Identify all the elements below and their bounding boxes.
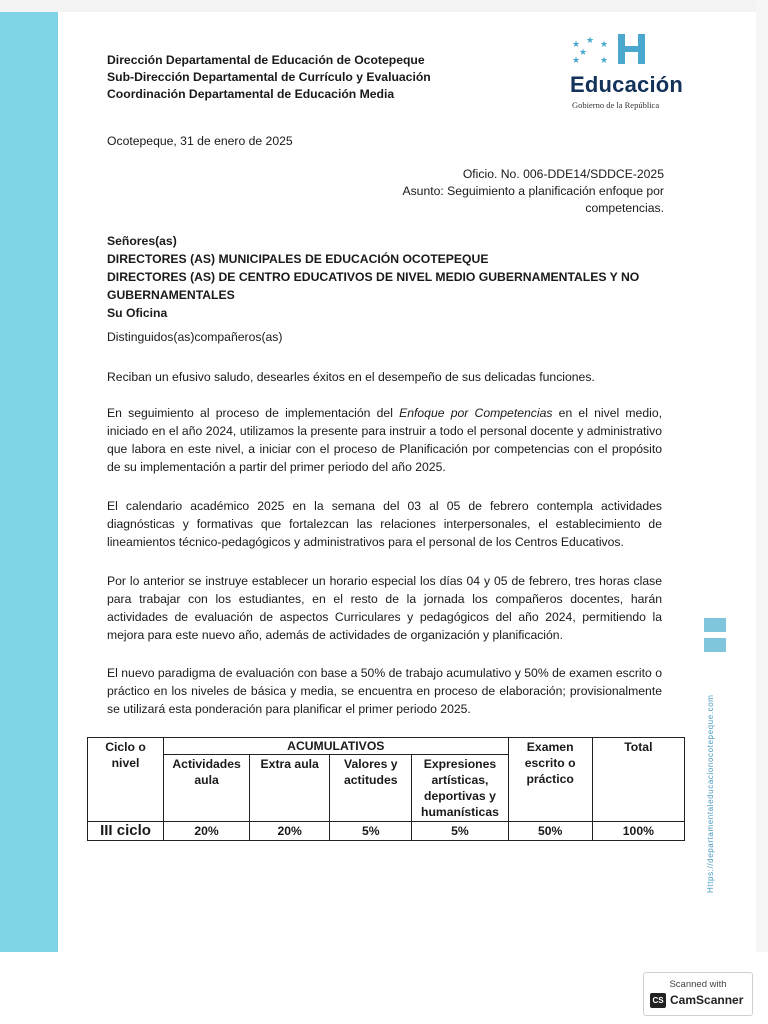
camscanner-watermark [643,972,753,1016]
educacion-logo [566,34,706,114]
letterhead-line-2: Sub-Dirección Departamental de Currículo y Evaluación [107,70,431,84]
camscanner-name: CamScanner [670,993,744,1007]
header-ciclo: Ciclo o nivel [88,738,164,822]
side-block-1 [704,618,726,632]
recipients [107,232,667,322]
logo-subtitle: Gobierno de la República [572,100,660,110]
cell-value: 100% [592,822,684,841]
paragraph-2 [107,404,662,476]
paragraph-2-emphasis: Enfoque por Competencias [399,406,553,420]
table-row [88,822,685,841]
header-examen: Examen escrito o práctico [508,738,592,822]
subheader-expresiones: Expresiones artísticas, deportivas y humanísticas [412,755,508,822]
cell-value: 5% [412,822,508,841]
letterhead [107,52,431,103]
paragraph-4: Por lo anterior se instruye establecer un horario especial los días 04 y 05 de febrero, tres horas clase para trabajar con los estudiantes, en el resto de la jornada los compañeros docentes, harán actividades de evaluación de aspectos Curriculares y pedagógicos del año 2024, permitiendo la mejora para este nuevo año, además de actividades de organización y planificación. [107,574,662,642]
subheader-valores: Valores y actitudes [330,755,412,822]
cell-value: 20% [164,822,250,841]
cell-value: 5% [330,822,412,841]
oficio-number: Oficio. No. 006-DDE14/SDDCE-2025 [462,167,664,181]
cell-value: 20% [250,822,330,841]
recipient-line-2: DIRECTORES (AS) DE CENTRO EDUCATIVOS DE NIVEL MEDIO GUBERNAMENTALES Y NO GUBERNAMENTALES [107,270,640,302]
h-letter-icon [618,34,652,64]
letterhead-line-1: Dirección Departamental de Educación de Ocotepeque [107,53,425,67]
left-color-bar [0,12,58,952]
header-acumulativos: ACUMULATIVOS [164,738,509,755]
oficio-block [344,166,664,217]
paragraph-3: El calendario académico 2025 en la semana del 03 al 05 de febrero contempla actividades diagnósticas y formativas que fortalezcan las relaciones interpersonales, el establecimiento de lineamientos técnico-pedagógicos y administrativos para el personal de los Centros Educativos. [107,499,662,549]
page-top-edge [0,0,768,12]
oficio-subject-cont: competencias. [585,201,664,215]
header-total: Total [592,738,684,822]
letterhead-line-3: Coordinación Departamental de Educación Media [107,87,395,101]
side-url: Https://departamentaleducacionocotepeque.com [706,694,715,893]
stars-icon: ★ ★ ★ ★ ★ ★ [572,35,609,65]
table-header-row [88,738,685,755]
paragraph-1: Reciban un efusivo saludo, desearles éxitos en el desempeño de sus delicadas funciones. [107,370,595,384]
recipient-line-1: DIRECTORES (AS) MUNICIPALES DE EDUCACIÓN OCOTEPEQUE [107,252,489,266]
side-block-2 [704,638,726,652]
scanned-with-label: Scanned with [669,979,727,990]
oficio-subject: Asunto: Seguimiento a planificación enfoque por [402,184,664,198]
logo-wordmark: Educación [570,72,684,97]
page-right-edge [756,0,768,960]
paragraph-2-a: En seguimiento al proceso de implementación del [107,406,400,420]
subheader-actividades: Actividades aula [164,755,250,822]
recipient-salutation: Señores(as) [107,234,177,248]
greeting: Distinguidos(as)compañeros(as) [107,330,283,344]
letter-date: Ocotepeque, 31 de enero de 2025 [107,134,293,148]
recipient-line-3: Su Oficina [107,306,168,320]
evaluation-weights-table [87,737,685,841]
paragraph-2-b: en el nivel medio, iniciado en el año 2024, utilizamos la presente para instruir a todo el personal docente y administrativo que labora en este nivel, a iniciar con el proceso de Planificación por competencias con el propósito de su implementación a partir del primer periodo del año 2025. [107,406,662,474]
subheader-extra: Extra aula [250,755,330,822]
cell-value: 50% [508,822,592,841]
camscanner-icon: CS [650,993,666,1008]
paragraph-5: El nuevo paradigma de evaluación con base a 50% de trabajo acumulativo y 50% de examen escrito o práctico en los niveles de básica y media, se encuentra en proceso de elaboración; provisionalmente se utilizará esta ponderación para planificar el primer periodo 2025. [107,666,662,716]
cell-ciclo: III ciclo [88,822,164,841]
